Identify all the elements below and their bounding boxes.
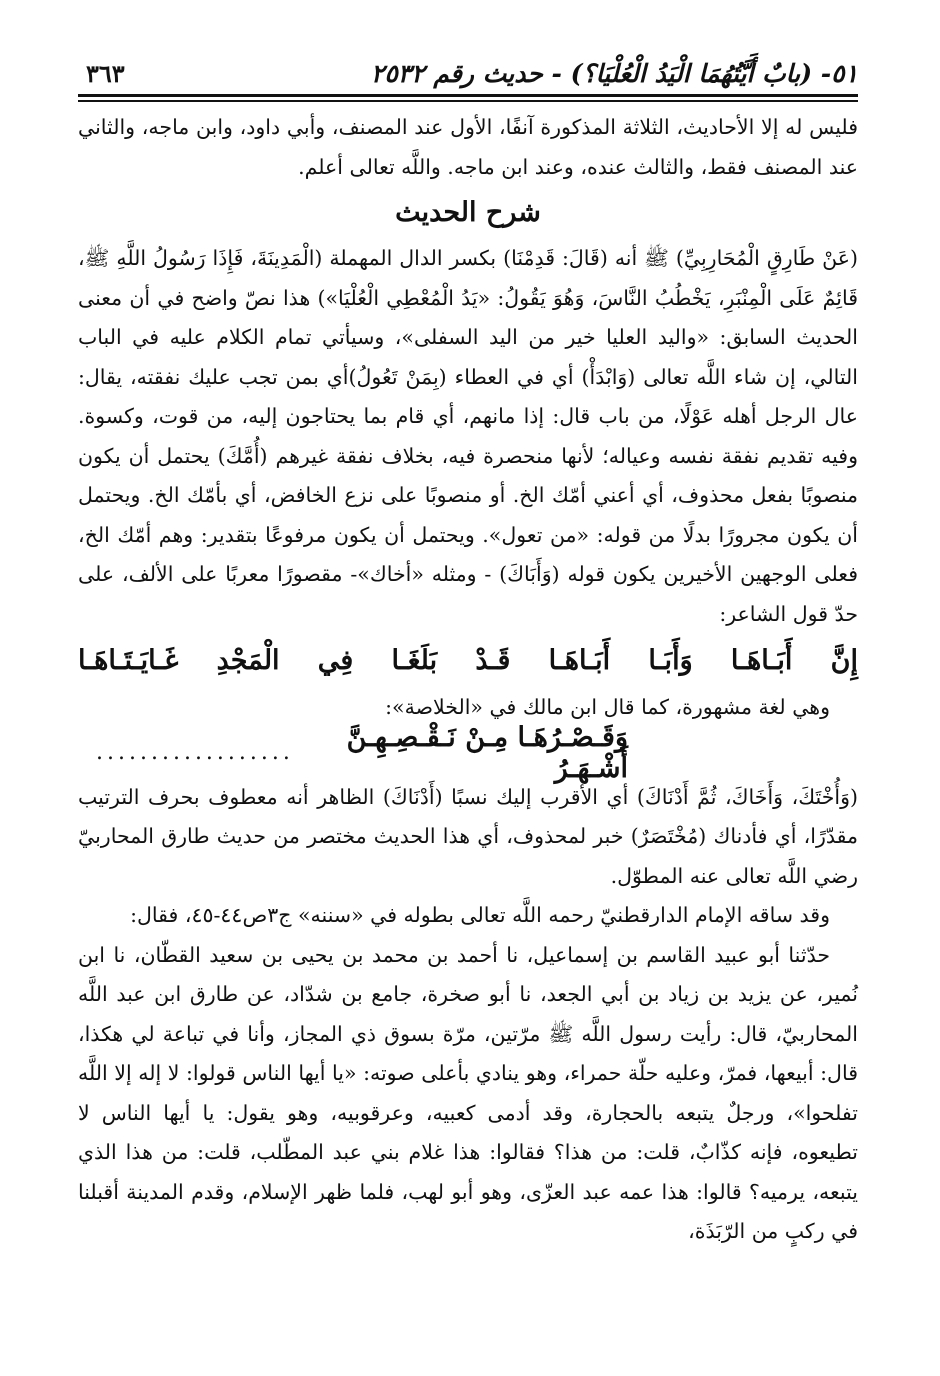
commentary-paragraph: (عَنْ طَارِقٍ الْمُحَارِبِيِّ) ﷺ أنه (قَالَ: قَدِمْنَا) بكسر الدال المهملة (الْمَدِينَةَ، فَإِذَا رَسُولُ اللَّهِ ﷺ، قَائِمٌ عَلَى الْمِنْبَرِ، يَخْطُبُ النَّاسَ، وَهُوَ يَقُولُ: «يَدُ الْمُعْطِي الْعُلْيَا») هذا نصّ واضح في أن معنى الحديث السابق: «واليد العليا خير من اليد السفلى»، وسيأتي تمام الكلام عليه في الباب التالي، إن شاء اللَّه تعالى (وَابْدَأْ) أي في العطاء (بِمَنْ تَعُولُ)أي بمن تجب عليك نفقته، يقال: عال الرجل أهله عَوْلًا، من باب قال: إذا مانهم، أي قام بما يحتاجون إليه، من قوت، وكسوة. وفيه تقديم نفقة نفسه وعياله؛ لأنها منحصرة فيه، بخلاف نفقة غيرهم (أُمَّكَ) يحتمل أن يكون منصوبًا بفعل محذوف، أي أعني أمّك الخ. أو منصوبًا على نزع الخافض، أي بأمّك الخ. ويحتمل أن يكون مجرورًا بدلًا من قوله: «من تعول». ويحتمل أن يكون مرفوعًا بتقدير: وهم أمّك الخ، فعلى الوجهين الأخيرين يكون قوله (وَأَبَاكَ) - ومثله «أخاك»- مقصورًا معربًا على الألف، على حدّ قول الشاعر: [78,246,858,626]
book-page [78,52,858,1252]
poetry-half-verse [78,721,858,784]
daraqutni-paragraph: وقد ساقه الإمام الدارقطنيّ رحمه اللَّه تعالى بطوله في «سننه» ج٣ص٤٤-٤٥، فقال: [130,903,830,927]
page-number: ٣٦٣ [86,59,125,88]
running-header [78,52,858,92]
header-rule-secondary [78,100,858,102]
poetry-verse: إِنَّ أَبَـاهَـا وَأَبَـا أَبَـاهَـا قَـدْ بَلَغَـا فِي الْمَجْدِ غَـايَـتَـاهَـا [78,645,858,676]
half-verse-ellipsis: .................. [96,740,294,765]
verse-note: وهي لغة مشهورة، كما قال ابن مالك في «الخلاصة»: [385,695,830,719]
half-verse-text: وَقَـصْـرُهَـا مِـنْ نَـقْـصِـهِـنَّ أَشْـهَـرُ [346,721,628,784]
after-verse-paragraph: (وَأُخْتَكَ، وَأَخَاكَ، ثُمَّ أَدْنَاكَ) أي الأقرب إليك نسبًا (أَدْنَاكَ) الظاهر أنه معطوف بحرف الترتيب مقدّرًا، أي فأدناك (مُخْتَصَرٌ) خبر لمحذوف، أي هذا الحديث مختصر من حديث طارق المحاربيّ رضي اللَّه تعالى عنه المطوّل. [78,784,858,888]
header-rule [78,94,858,97]
section-heading: شرح الحديث [395,197,541,228]
chapter-title: ٥١- (بابٌ أَيَّتُهُمَا الْيَدُ الْعُلْيَا؟) - حديث رقم ٢٥٣٢ [370,59,858,88]
intro-paragraph: فليس له إلا الأحاديث، الثلاثة المذكورة آنفًا، الأول عند المصنف، وأبي داود، وابن ماجه، والثاني عند المصنف فقط، والثالث عنده، وعند ابن ماجه. واللَّه تعالى أعلم. [78,115,858,179]
narration-paragraph: حدّثنا أبو عبيد القاسم بن إسماعيل، نا أحمد بن محمد بن يحيى بن سعيد القطّان، نا ابن نُمير، عن يزيد بن زياد بن أبي الجعد، نا أبو صخرة، جامع بن شدّاد، عن طارق ابن عبد اللَّه المحاربيّ، قال: رأيت رسول اللَّه ﷺ مرّتين، مرّة بسوق ذي المجاز، وأنا في تباعة لي هكذا، قال: أبيعها، فمرّ، وعليه حلّة حمراء، وهو ينادي بأعلى صوته: «يا أيها الناس قولوا: لا إله إلا اللَّه تفلحوا»، ورجلٌ يتبعه بالحجارة، وقد أدمى كعبيه، وعرقوبيه، وهو يقول: يا أيها الناس لا تطيعوه، فإنه كذّابٌ، قلت: من هذا؟ فقالوا: هذا غلام بني عبد المطّلب، قلت: من هذا الذي يتبعه، يرميه؟ قالوا: هذا عمه عبد العزّى، وهو أبو لهب، فلما ظهر الإسلام، وقدم المدينة أقبلنا في ركبٍ من الرّبَذَة، [78,942,858,1243]
